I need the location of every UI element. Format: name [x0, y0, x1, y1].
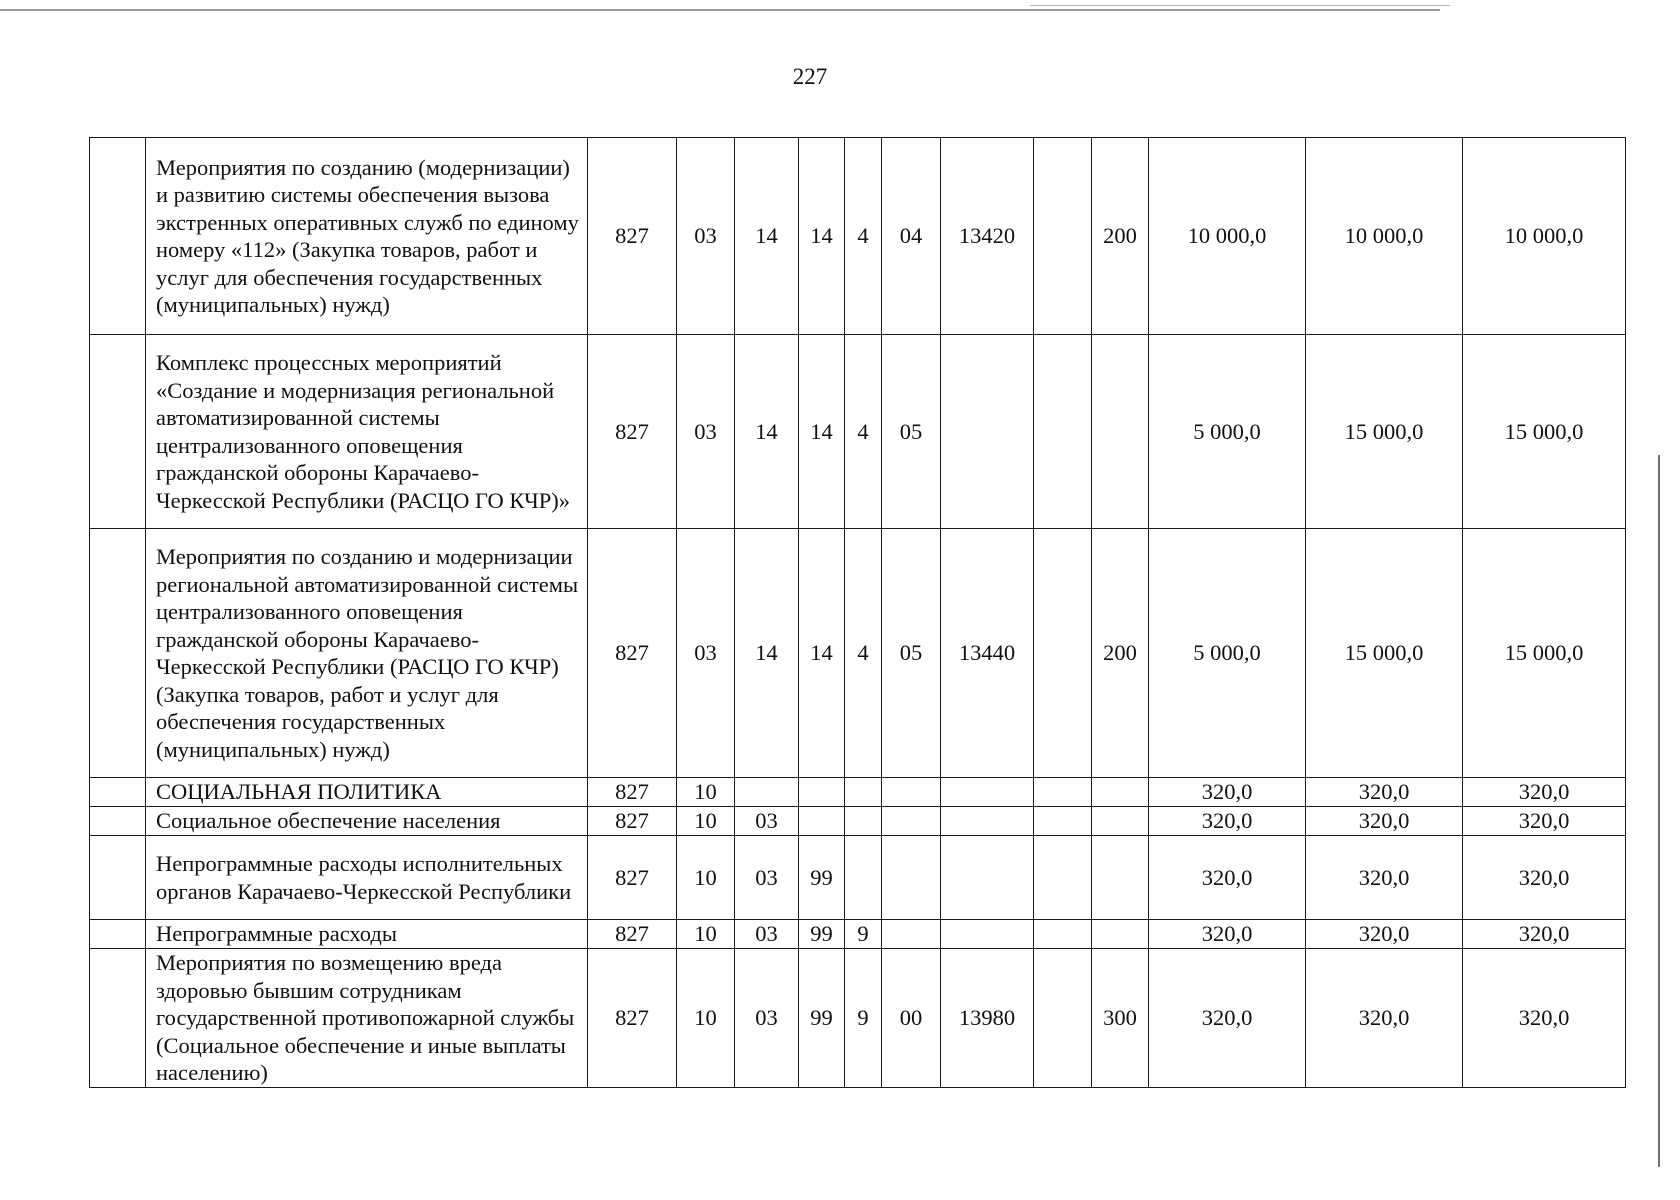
scan-edge-line	[1658, 455, 1660, 1167]
table-row	[90, 138, 1626, 335]
table-row	[90, 529, 1626, 778]
rz-code-cell: 10	[677, 836, 735, 920]
cs-program-cell: 99	[799, 949, 845, 1088]
cs-subprogram-cell: 00	[882, 949, 941, 1088]
row-number-cell	[90, 920, 146, 949]
table-row	[90, 949, 1626, 1088]
cs-program-cell	[799, 807, 845, 836]
cs-direction-cell	[941, 778, 1034, 807]
cs-type-cell: 9	[845, 949, 882, 1088]
cs-subprogram-cell: 04	[882, 138, 941, 335]
pr-code-cell: 03	[735, 836, 799, 920]
rz-code-cell: 10	[677, 920, 735, 949]
amount-year-2-cell: 320,0	[1306, 778, 1463, 807]
expense-name-cell: СОЦИАЛЬНАЯ ПОЛИТИКА	[146, 778, 588, 807]
amount-year-2-cell: 15 000,0	[1306, 335, 1463, 529]
pr-code-cell	[735, 778, 799, 807]
ved-code-cell: 827	[588, 778, 677, 807]
cs-subprogram-cell: 05	[882, 529, 941, 778]
amount-year-3-cell: 320,0	[1463, 920, 1626, 949]
page-number: 227	[792, 64, 828, 89]
vr-code-cell	[1092, 335, 1149, 529]
amount-year-3-cell: 320,0	[1463, 836, 1626, 920]
cs-type-cell: 9	[845, 920, 882, 949]
cs-direction-cell: 13420	[941, 138, 1034, 335]
rz-code-cell: 03	[677, 529, 735, 778]
table-row	[90, 335, 1626, 529]
row-number-cell	[90, 529, 146, 778]
amount-year-2-cell: 320,0	[1306, 836, 1463, 920]
cs-extra-cell	[1034, 529, 1092, 778]
cs-type-cell	[845, 778, 882, 807]
rz-code-cell: 10	[677, 807, 735, 836]
cs-subprogram-cell	[882, 920, 941, 949]
cs-subprogram-cell	[882, 778, 941, 807]
cs-program-cell: 99	[799, 920, 845, 949]
table-row	[90, 836, 1626, 920]
amount-year-1-cell: 320,0	[1149, 920, 1306, 949]
vr-code-cell	[1092, 807, 1149, 836]
row-number-cell	[90, 778, 146, 807]
row-number-cell	[90, 836, 146, 920]
ved-code-cell: 827	[588, 335, 677, 529]
amount-year-1-cell: 320,0	[1149, 807, 1306, 836]
vr-code-cell	[1092, 778, 1149, 807]
cs-type-cell	[845, 836, 882, 920]
expense-name-cell: Комплекс процессных мероприятий «Создание и модернизация региональной автоматизированной системы централизованного оповещения гражданской обороны Карачаево-Черкесской Республики (РАСЦО ГО КЧР)»	[146, 335, 588, 529]
cs-program-cell: 99	[799, 836, 845, 920]
amount-year-2-cell: 15 000,0	[1306, 529, 1463, 778]
amount-year-3-cell: 10 000,0	[1463, 138, 1626, 335]
cs-type-cell	[845, 807, 882, 836]
amount-year-2-cell: 10 000,0	[1306, 138, 1463, 335]
amount-year-2-cell: 320,0	[1306, 920, 1463, 949]
cs-extra-cell	[1034, 807, 1092, 836]
amount-year-1-cell: 10 000,0	[1149, 138, 1306, 335]
table-row	[90, 778, 1626, 807]
pr-code-cell: 14	[735, 138, 799, 335]
cs-extra-cell	[1034, 949, 1092, 1088]
ved-code-cell: 827	[588, 807, 677, 836]
ved-code-cell: 827	[588, 920, 677, 949]
pr-code-cell: 03	[735, 949, 799, 1088]
row-number-cell	[90, 949, 146, 1088]
amount-year-2-cell: 320,0	[1306, 807, 1463, 836]
vr-code-cell: 300	[1092, 949, 1149, 1088]
ved-code-cell: 827	[588, 138, 677, 335]
table-row	[90, 920, 1626, 949]
amount-year-1-cell: 320,0	[1149, 778, 1306, 807]
amount-year-1-cell: 320,0	[1149, 836, 1306, 920]
amount-year-1-cell: 320,0	[1149, 949, 1306, 1088]
cs-program-cell: 14	[799, 335, 845, 529]
pr-code-cell: 14	[735, 529, 799, 778]
vr-code-cell: 200	[1092, 529, 1149, 778]
pr-code-cell: 14	[735, 335, 799, 529]
cs-subprogram-cell	[882, 807, 941, 836]
cs-extra-cell	[1034, 778, 1092, 807]
cs-program-cell: 14	[799, 138, 845, 335]
budget-table	[89, 137, 1626, 1088]
rz-code-cell: 03	[677, 335, 735, 529]
rz-code-cell: 10	[677, 778, 735, 807]
expense-name-cell: Социальное обеспечение населения	[146, 807, 588, 836]
amount-year-1-cell: 5 000,0	[1149, 529, 1306, 778]
amount-year-3-cell: 320,0	[1463, 949, 1626, 1088]
cs-direction-cell: 13440	[941, 529, 1034, 778]
expense-name-cell: Непрограммные расходы исполнительных органов Карачаево-Черкесской Республики	[146, 836, 588, 920]
cs-extra-cell	[1034, 335, 1092, 529]
rz-code-cell: 10	[677, 949, 735, 1088]
amount-year-2-cell: 320,0	[1306, 949, 1463, 1088]
ved-code-cell: 827	[588, 836, 677, 920]
expense-name-cell: Мероприятия по возмещению вреда здоровью бывшим сотрудникам государственной противопожарной службы (Социальное обеспечение и иные выплаты населению)	[146, 949, 588, 1088]
scan-edge-line	[1030, 5, 1450, 6]
cs-program-cell	[799, 778, 845, 807]
amount-year-3-cell: 15 000,0	[1463, 529, 1626, 778]
expense-name-cell: Мероприятия по созданию и модернизации региональной автоматизированной системы централизованного оповещения гражданской обороны Карачаево-Черкесской Республики (РАСЦО ГО КЧР) (Закупка товаров, работ и услуг для обеспечения государственных (муниципальных) нужд)	[146, 529, 588, 778]
cs-subprogram-cell	[882, 836, 941, 920]
vr-code-cell	[1092, 920, 1149, 949]
row-number-cell	[90, 807, 146, 836]
pr-code-cell: 03	[735, 807, 799, 836]
rz-code-cell: 03	[677, 138, 735, 335]
cs-subprogram-cell: 05	[882, 335, 941, 529]
amount-year-3-cell: 320,0	[1463, 778, 1626, 807]
cs-type-cell: 4	[845, 138, 882, 335]
scan-edge-line	[0, 9, 1440, 11]
cs-direction-cell	[941, 335, 1034, 529]
amount-year-3-cell: 320,0	[1463, 807, 1626, 836]
ved-code-cell: 827	[588, 949, 677, 1088]
table-row	[90, 807, 1626, 836]
cs-direction-cell	[941, 920, 1034, 949]
amount-year-1-cell: 5 000,0	[1149, 335, 1306, 529]
cs-type-cell: 4	[845, 529, 882, 778]
cs-extra-cell	[1034, 836, 1092, 920]
cs-extra-cell	[1034, 920, 1092, 949]
ved-code-cell: 827	[588, 529, 677, 778]
cs-extra-cell	[1034, 138, 1092, 335]
cs-direction-cell	[941, 836, 1034, 920]
expense-name-cell: Непрограммные расходы	[146, 920, 588, 949]
amount-year-3-cell: 15 000,0	[1463, 335, 1626, 529]
row-number-cell	[90, 138, 146, 335]
vr-code-cell	[1092, 836, 1149, 920]
cs-direction-cell	[941, 807, 1034, 836]
cs-direction-cell: 13980	[941, 949, 1034, 1088]
pr-code-cell: 03	[735, 920, 799, 949]
cs-program-cell: 14	[799, 529, 845, 778]
row-number-cell	[90, 335, 146, 529]
vr-code-cell: 200	[1092, 138, 1149, 335]
expense-name-cell: Мероприятия по созданию (модернизации) и развитию системы обеспечения вызова экстренных оперативных служб по единому номеру «112» (Закупка товаров, работ и услуг для обеспечения государственных (муниципальных) нужд)	[146, 138, 588, 335]
cs-type-cell: 4	[845, 335, 882, 529]
